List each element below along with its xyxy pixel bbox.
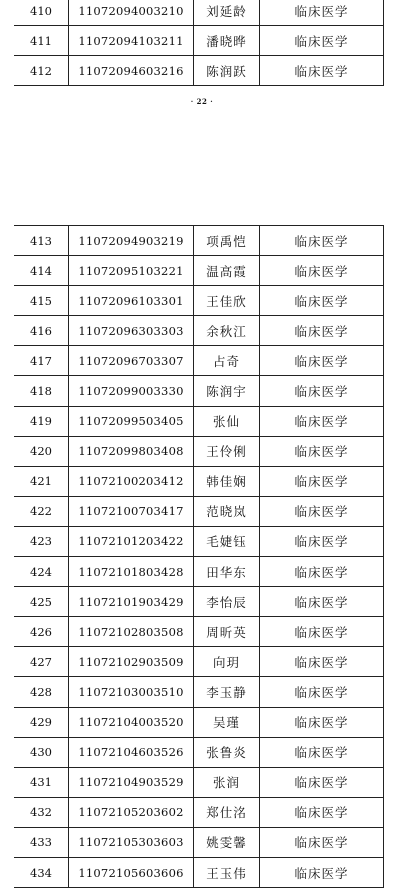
student-id-cell: 11072104903529 [69,767,194,797]
student-id-cell: 11072101903429 [69,587,194,617]
major-cell: 临床医学 [260,797,384,827]
row-number-cell: 421 [14,466,69,496]
student-id-cell: 11072099803408 [69,436,194,466]
student-name-cell: 田华东 [194,557,260,587]
table-row [14,647,384,677]
major-cell: 临床医学 [260,587,384,617]
major-cell: 临床医学 [260,677,384,707]
student-id-cell: 11072105603606 [69,857,194,887]
student-name-cell: 毛婕钰 [194,526,260,556]
student-name-cell: 范晓岚 [194,496,260,526]
major-cell: 临床医学 [260,376,384,406]
major-cell: 临床医学 [260,256,384,286]
table-row [14,346,384,376]
student-table-bottom [14,225,384,888]
student-id-cell: 11072102903509 [69,647,194,677]
row-number-cell: 428 [14,677,69,707]
student-id-cell: 11072094103211 [69,26,194,56]
page-number: · 22 · [190,97,214,106]
row-number-cell: 430 [14,737,69,767]
row-number-cell: 416 [14,316,69,346]
table-row [14,557,384,587]
table-row [14,26,384,56]
student-id-cell: 11072096103301 [69,286,194,316]
student-name-cell: 占奇 [194,346,260,376]
table-row [14,857,384,887]
student-id-cell: 11072101803428 [69,557,194,587]
row-number-cell: 422 [14,496,69,526]
major-cell: 临床医学 [260,857,384,887]
row-number-cell: 434 [14,857,69,887]
student-table-top [14,0,384,86]
row-number-cell: 423 [14,526,69,556]
student-id-cell: 11072099503405 [69,406,194,436]
major-cell: 临床医学 [260,406,384,436]
table-row [14,707,384,737]
student-name-cell: 刘延龄 [194,0,260,26]
student-id-cell: 11072094603216 [69,56,194,86]
student-name-cell: 潘晓晔 [194,26,260,56]
table-row [14,617,384,647]
row-number-cell: 419 [14,406,69,436]
student-name-cell: 王玉伟 [194,857,260,887]
student-name-cell: 温高霞 [194,256,260,286]
major-cell: 临床医学 [260,56,384,86]
major-cell: 临床医学 [260,526,384,556]
student-id-cell: 11072095103221 [69,256,194,286]
student-name-cell: 李玉静 [194,677,260,707]
major-cell: 临床医学 [260,767,384,797]
row-number-cell: 426 [14,617,69,647]
student-name-cell: 韩佳娴 [194,466,260,496]
row-number-cell: 433 [14,827,69,857]
student-name-cell: 张鲁炎 [194,737,260,767]
student-name-cell: 李怡辰 [194,587,260,617]
student-name-cell: 郑仕洺 [194,797,260,827]
student-id-cell: 11072101203422 [69,526,194,556]
student-id-cell: 11072100203412 [69,466,194,496]
major-cell: 临床医学 [260,707,384,737]
table-row [14,677,384,707]
row-number-cell: 412 [14,56,69,86]
row-number-cell: 429 [14,707,69,737]
table-body-top [14,0,384,86]
table-row [14,587,384,617]
major-cell: 临床医学 [260,346,384,376]
row-number-cell: 411 [14,26,69,56]
major-cell: 临床医学 [260,286,384,316]
row-number-cell: 420 [14,436,69,466]
table-row [14,226,384,256]
table-row [14,466,384,496]
table-row [14,406,384,436]
major-cell: 临床医学 [260,226,384,256]
row-number-cell: 418 [14,376,69,406]
student-id-cell: 11072096303303 [69,316,194,346]
table-row [14,316,384,346]
row-number-cell: 414 [14,256,69,286]
row-number-cell: 425 [14,587,69,617]
major-cell: 临床医学 [260,436,384,466]
major-cell: 临床医学 [260,617,384,647]
student-name-cell: 吴瑾 [194,707,260,737]
table-row [14,436,384,466]
student-name-cell: 周昕英 [194,617,260,647]
table-row [14,827,384,857]
table-row [14,286,384,316]
table-row [14,526,384,556]
table-row [14,0,384,26]
row-number-cell: 431 [14,767,69,797]
student-id-cell: 11072103003510 [69,677,194,707]
major-cell: 临床医学 [260,316,384,346]
row-number-cell: 417 [14,346,69,376]
student-name-cell: 陈润宇 [194,376,260,406]
major-cell: 临床医学 [260,557,384,587]
student-name-cell: 项禹恺 [194,226,260,256]
major-cell: 临床医学 [260,0,384,26]
major-cell: 临床医学 [260,26,384,56]
student-name-cell: 向玥 [194,647,260,677]
student-name-cell: 陈润跃 [194,56,260,86]
table-row [14,496,384,526]
student-id-cell: 11072100703417 [69,496,194,526]
student-id-cell: 11072104603526 [69,737,194,767]
student-id-cell: 11072094003210 [69,0,194,26]
student-name-cell: 姚雯馨 [194,827,260,857]
major-cell: 临床医学 [260,466,384,496]
student-id-cell: 11072094903219 [69,226,194,256]
table-row [14,256,384,286]
major-cell: 临床医学 [260,496,384,526]
student-id-cell: 11072104003520 [69,707,194,737]
table-row [14,797,384,827]
table-row [14,56,384,86]
major-cell: 临床医学 [260,647,384,677]
major-cell: 临床医学 [260,827,384,857]
student-id-cell: 11072105303603 [69,827,194,857]
table-row [14,767,384,797]
row-number-cell: 415 [14,286,69,316]
major-cell: 临床医学 [260,737,384,767]
student-name-cell: 王伶俐 [194,436,260,466]
table-row [14,376,384,406]
student-name-cell: 余秋江 [194,316,260,346]
row-number-cell: 432 [14,797,69,827]
student-name-cell: 王佳欣 [194,286,260,316]
row-number-cell: 427 [14,647,69,677]
table-body-bottom [14,226,384,888]
row-number-cell: 413 [14,226,69,256]
table-row [14,737,384,767]
row-number-cell: 424 [14,557,69,587]
student-id-cell: 11072096703307 [69,346,194,376]
row-number-cell: 410 [14,0,69,26]
student-name-cell: 张仙 [194,406,260,436]
student-id-cell: 11072105203602 [69,797,194,827]
student-id-cell: 11072102803508 [69,617,194,647]
student-id-cell: 11072099003330 [69,376,194,406]
student-name-cell: 张润 [194,767,260,797]
